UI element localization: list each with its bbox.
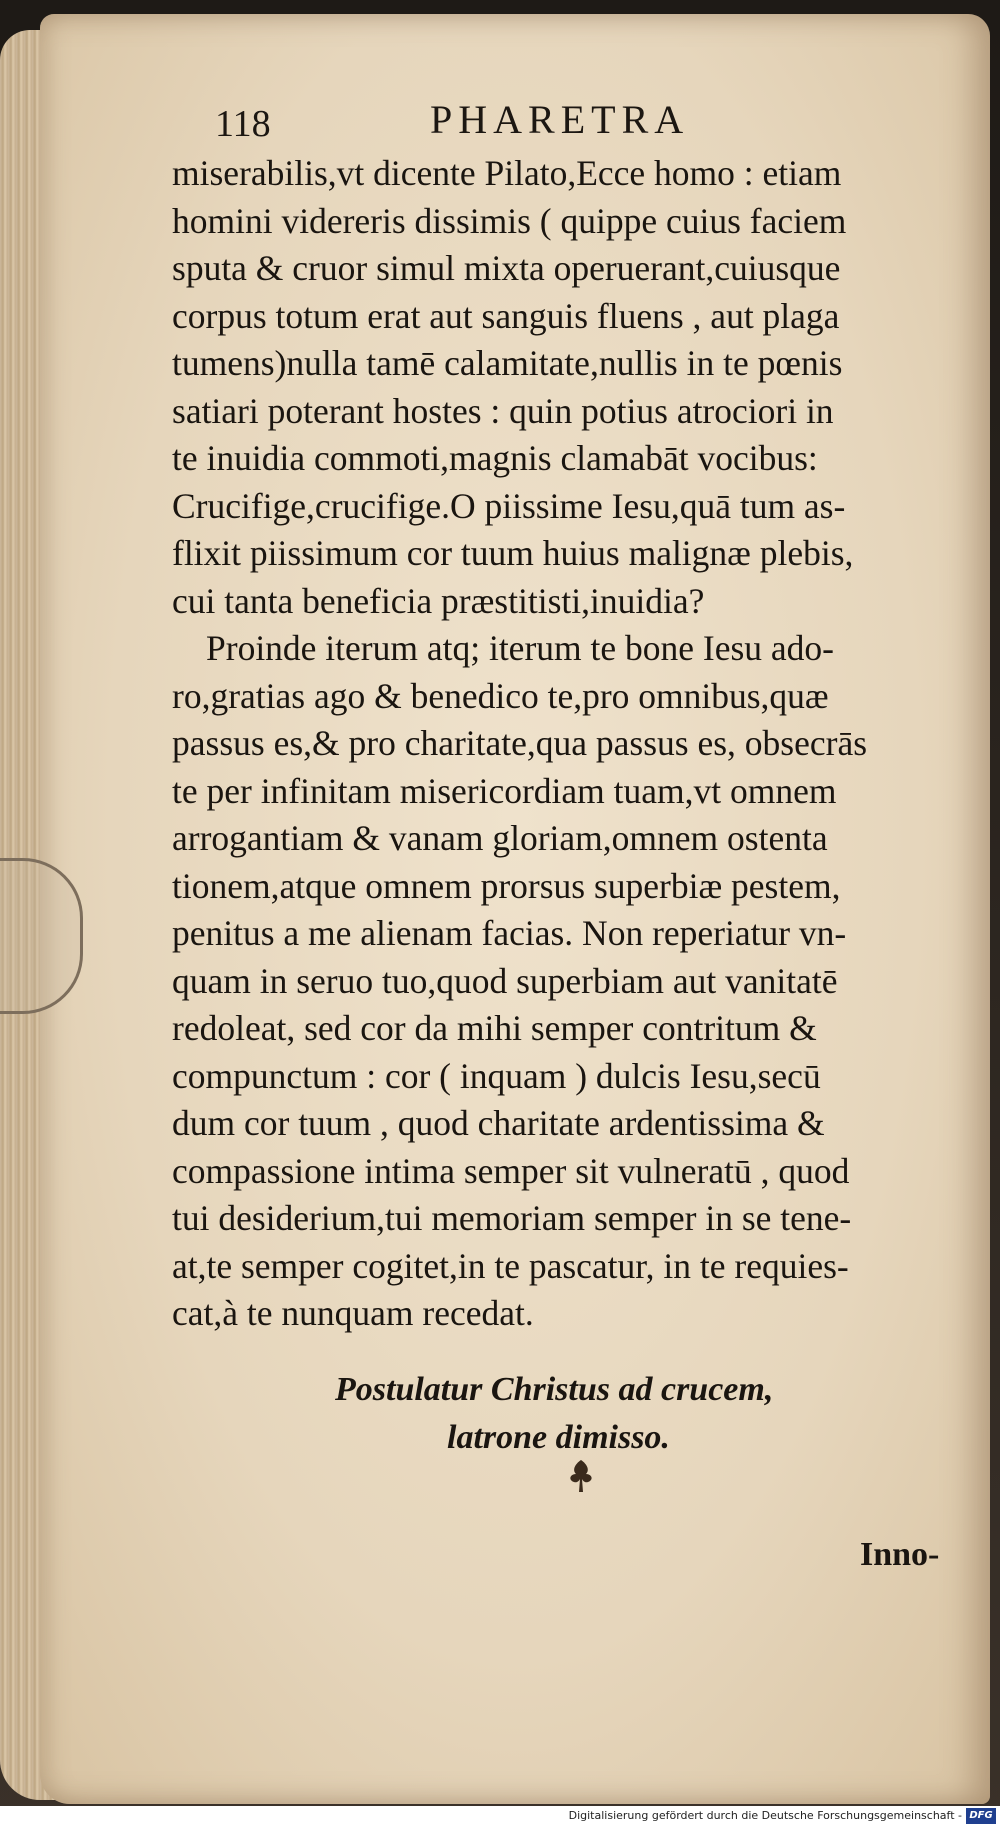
text-line: te inuidia commoti,magnis clamabāt vocibus: — [172, 438, 818, 478]
text-line: corpus totum erat aut sanguis fluens , aut plaga — [172, 295, 840, 336]
text-line: cat,à te nunquam recedat. — [172, 1293, 534, 1333]
text-line: Crucifige,crucifige.O piissime Iesu,quā tum as- — [172, 485, 846, 526]
text-line: cui tanta beneficia præstitisti,inuidia? — [172, 580, 705, 621]
text-line: compassione intima semper sit vulneratū , quod — [172, 1150, 850, 1191]
section-heading-line: Postulatur Christus ad crucem, — [335, 1371, 774, 1408]
text-line: tui desiderium,tui memoriam semper in se tene- — [172, 1198, 852, 1238]
footer-bar — [0, 1806, 1000, 1829]
body-text — [172, 150, 992, 1338]
text-line: te per infinitam misericordiam tuam,vt omnem — [172, 770, 837, 811]
text-line: sputa & cruor simul mixta operuerant,cuiusque — [172, 248, 841, 288]
running-title: PHARETRA — [430, 97, 690, 142]
text-line: miserabilis,vt dicente Pilato,Ecce homo : etiam — [172, 153, 842, 193]
text-line: redoleat, sed cor da mihi semper contritum & — [172, 1008, 817, 1048]
text-line: compunctum : cor ( inquam ) dulcis Iesu,secū — [172, 1055, 821, 1096]
text-line: quam in seruo tuo,quod superbiam aut vanitatē — [172, 960, 838, 1001]
text-line: at,te semper cogitet,in te pascatur, in te requies- — [172, 1245, 849, 1286]
text-line: satiari poterant hostes : quin potius atrociori in — [172, 390, 834, 431]
fleuron-ornament-icon — [566, 1458, 596, 1494]
book-clasp — [0, 858, 83, 1014]
text-line: penitus a me alienam facias. Non reperiatur vn- — [172, 913, 847, 953]
section-heading — [335, 1366, 855, 1462]
text-line: passus es,& pro charitate,qua passus es, obsecrās — [172, 723, 868, 763]
text-line: Proinde iterum atq; iterum te bone Iesu ado- — [206, 628, 834, 668]
page-number: 118 — [215, 103, 271, 145]
catchword: Inno- — [860, 1536, 940, 1573]
text-line: dum cor tuum , quod charitate ardentissima & — [172, 1103, 825, 1143]
text-line: ro,gratias ago & benedico te,pro omnibus,quæ — [172, 675, 829, 716]
text-line: arrogantiam & vanam gloriam,omnem ostenta — [172, 818, 828, 858]
text-line: homini videreris dissimis ( quippe cuius faciem — [172, 200, 847, 241]
text-line: flixit piissimum cor tuum huius malignæ plebis, — [172, 533, 854, 573]
digitization-credit: Digitalisierung gefördert durch die Deutsche Forschungsgemeinschaft - — [568, 1809, 962, 1822]
dfg-logo: DFG — [966, 1808, 996, 1824]
running-head — [215, 96, 975, 156]
text-line: tionem,atque omnem prorsus superbiæ pestem, — [172, 865, 841, 906]
text-line: tumens)nulla tamē calamitate,nullis in te pœnis — [172, 343, 843, 383]
section-heading-line: latrone dimisso. — [447, 1419, 670, 1456]
